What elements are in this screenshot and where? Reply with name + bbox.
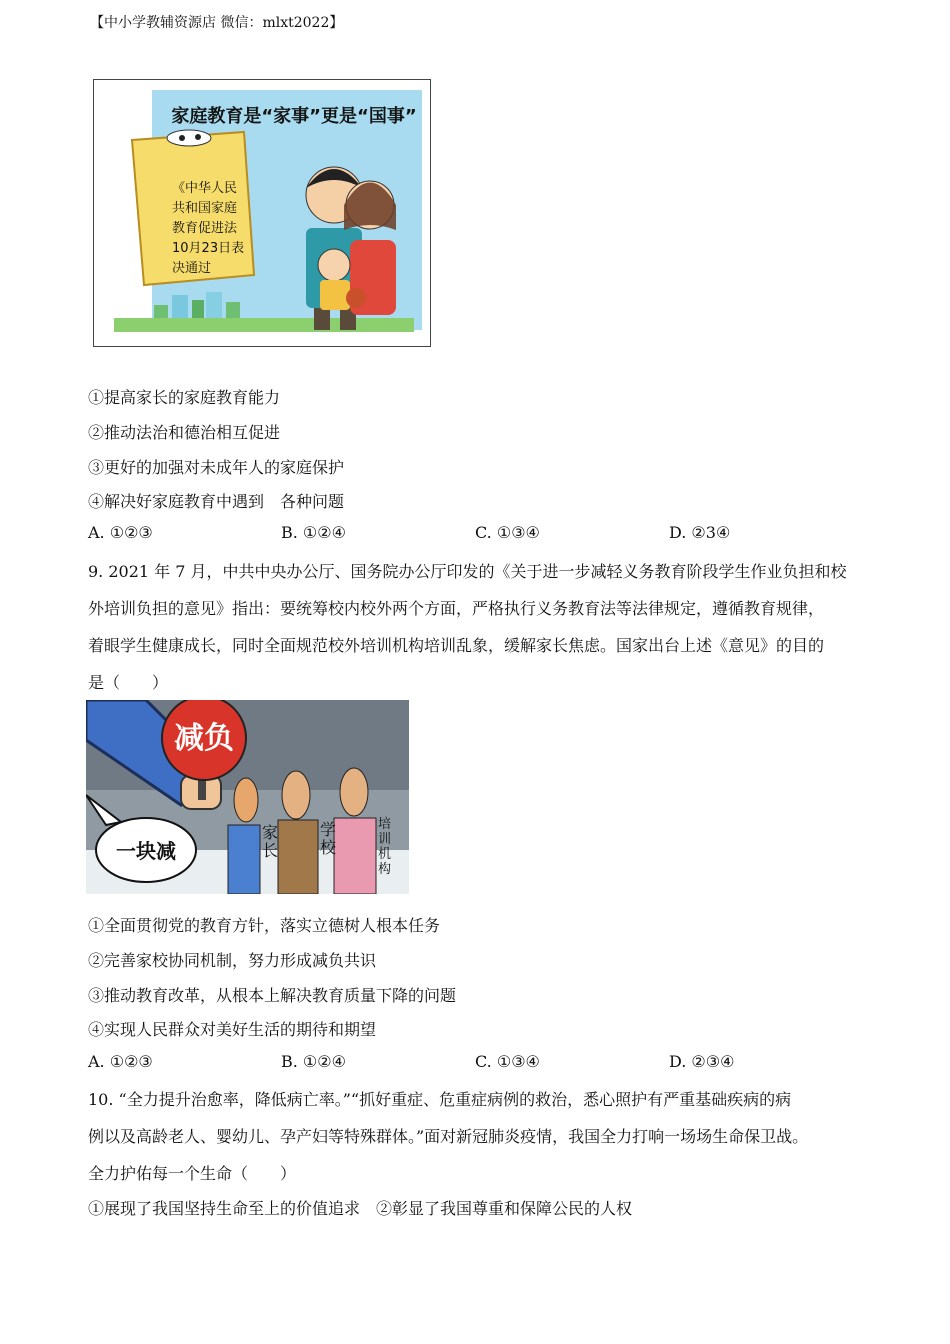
q10-line-3: 全力护佑每一个生命（ ）	[88, 1164, 297, 1183]
q8-statement-4: ④解决好家庭教育中遇到 各种问题	[88, 492, 345, 511]
q8-option-b[interactable]: B. ①②④	[281, 523, 346, 542]
scroll-line: 共和国家庭	[172, 201, 238, 216]
q8-option-d[interactable]: D. ②3④	[669, 523, 731, 542]
svg-text:减负: 减负	[174, 721, 234, 756]
q10-line-2: 例以及高龄老人、婴幼儿、孕产妇等特殊群体。”面对新冠肺炎疫情，我国全力打响一场场生命保卫战。	[88, 1127, 809, 1146]
label-training-institution	[378, 817, 391, 877]
q10-line-4: ①展现了我国坚持生命至上的价值追求 ②彰显了我国尊重和保障公民的人权	[88, 1199, 633, 1218]
figure-burden-reduction	[86, 700, 409, 894]
sign-text	[174, 721, 234, 756]
q9-statement-2: ②完善家校协同机制，努力形成减负共识	[88, 951, 377, 970]
q9-option-b[interactable]: B. ①②④	[281, 1052, 346, 1071]
q9-option-c[interactable]: C. ①③④	[475, 1052, 540, 1071]
figure-family-education	[93, 79, 431, 347]
q9-option-d[interactable]: D. ②③④	[669, 1052, 735, 1071]
q10-line-1: 10. “全力提升治愈率，降低病亡率。”“抓好重症、危重症病例的救治，悉心照护有严重基础疾病的病	[88, 1090, 792, 1109]
q8-option-c[interactable]: C. ①③④	[475, 523, 540, 542]
page-header: 【中小学教辅资源店 微信：mlxt2022】	[90, 15, 344, 31]
vertical-label-char: 家	[262, 823, 279, 842]
figure1-title	[171, 105, 416, 127]
label-parent	[262, 823, 278, 860]
svg-text:一块减: 一块减	[116, 839, 176, 863]
vertical-label-char: 机	[378, 847, 392, 862]
q8-statement-2: ②推动法治和德治相互促进	[88, 423, 281, 442]
vertical-label-char: 训	[378, 832, 392, 847]
q9-line-1: 9. 2021 年 7 月，中共中央办公厅、国务院办公厅印发的《关于进一步减轻义务教育阶段学生作业负担和校	[88, 562, 847, 581]
svg-text:家庭教育是“家事”更是“国事”: 家庭教育是“家事”更是“国事”	[171, 106, 417, 127]
scroll-line: 决通过	[172, 261, 212, 276]
vertical-label-char: 长	[262, 841, 279, 860]
q8-statement-1: ①提高家长的家庭教育能力	[88, 388, 281, 407]
vertical-label-char: 校	[320, 838, 337, 857]
q9-line-2: 外培训负担的意见》指出：要统筹校内校外两个方面，严格执行义务教育法等法律规定，遵循教育规律，	[88, 599, 825, 618]
q8-statement-3: ③更好的加强对未成年人的家庭保护	[88, 458, 345, 477]
scroll-line: 教育促进法	[172, 221, 238, 236]
speech-bubble-text	[116, 839, 176, 863]
vertical-label-char: 培	[378, 817, 392, 832]
scroll-line: 10月23日表	[172, 241, 245, 256]
q9-statement-3: ③推动教育改革，从根本上解决教育质量下降的问题	[88, 986, 457, 1005]
q9-option-a[interactable]: A. ①②③	[88, 1052, 153, 1071]
scroll-line: 《中华人民	[172, 181, 238, 196]
q9-statement-4: ④实现人民群众对美好生活的期待和期望	[88, 1020, 377, 1039]
vertical-label-char: 构	[378, 862, 392, 877]
q9-line-3: 着眼学生健康成长，同时全面规范校外培训机构培训乱象，缓解家长焦虑。国家出台上述《意见》的目的	[88, 636, 825, 655]
q8-option-a[interactable]: A. ①②③	[88, 523, 153, 542]
label-school	[320, 820, 337, 857]
vertical-label-char: 学	[320, 820, 337, 839]
q9-line-4: 是（ ）	[88, 673, 169, 692]
q9-statement-1: ①全面贯彻党的教育方针，落实立德树人根本任务	[88, 916, 441, 935]
